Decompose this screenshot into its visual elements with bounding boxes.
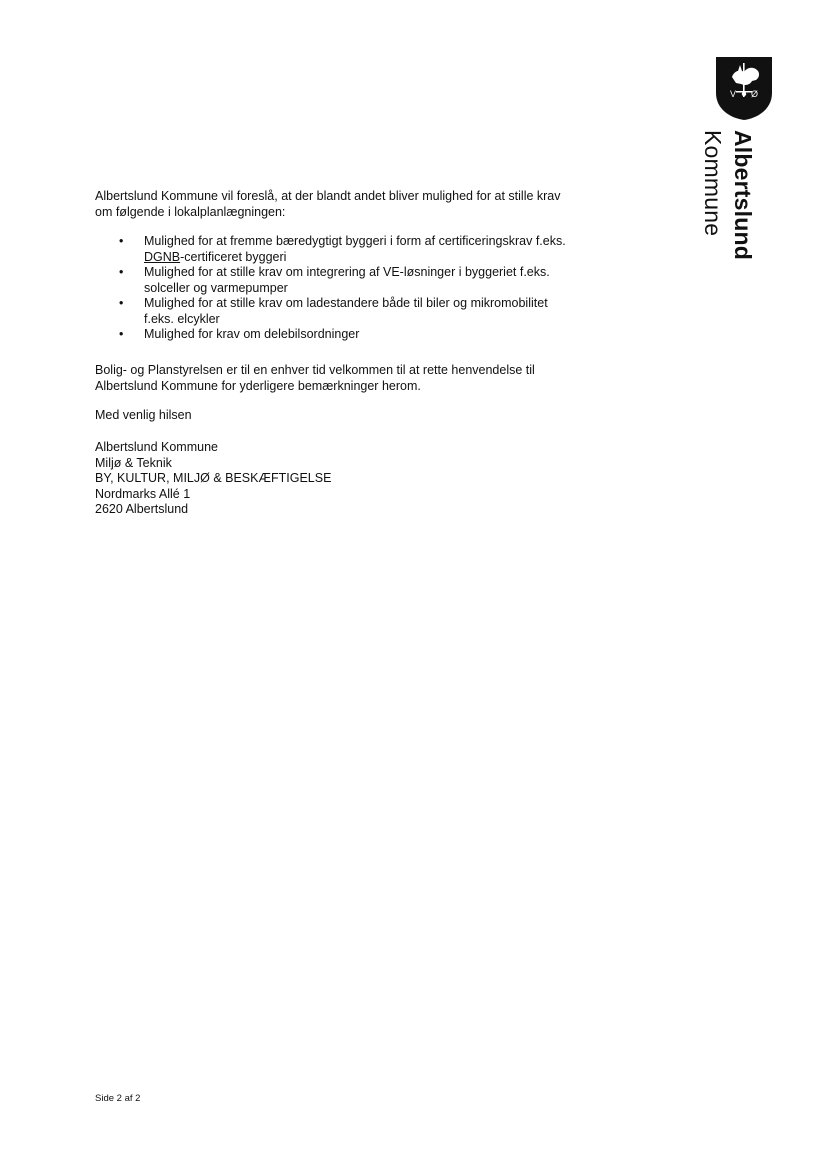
crest-shield-icon [714,55,774,121]
closing-paragraph: Bolig- og Planstyrelsen er til en enhver tid velkommen til at rette henvendelse til Albertslund Kommune for yderligere bemærkninger herom. [95,363,535,393]
bullet-icon: • [119,327,124,341]
greeting-line: Med venlig hilsen [95,408,192,422]
intro-paragraph: Albertslund Kommune vil foreslå, at der blandt andet bliver mulighed for at stille krav om følgende i lokalplanlægningen: [95,189,561,219]
list-item-text: Mulighed for at stille krav om ladestandere både til biler og mikromobilitet f.eks. elcykler [144,296,548,326]
crest-letter-right: Ø [751,89,759,99]
list-item [95,265,575,296]
signature-line: Nordmarks Allé 1 [95,486,191,501]
signature-line: Albertslund Kommune [95,440,218,454]
bullet-icon: • [119,265,124,279]
signature-line: Miljø & Teknik [95,455,172,470]
bullet-icon: • [119,234,124,248]
bullet-icon: • [119,296,124,310]
brand-name-bold: Albertslund [730,130,756,260]
page-number: Side 2 af 2 [95,1093,141,1104]
brand-wordmark [700,130,758,360]
list-item [95,296,575,327]
crest-letter-left: V [730,89,737,99]
list-item-text: Mulighed for at stille krav om integrering af VE-løsninger i byggeriet f.eks. solceller og varmepumper [144,265,550,295]
proposal-list [95,234,575,343]
list-item-text: Mulighed for at fremme bæredygtigt byggeri i form af certificeringskrav f.eks. [144,234,566,248]
brand-name-light: Kommune [700,130,726,237]
list-item [95,327,575,343]
municipality-crest-logo [714,55,774,121]
signature-line: 2620 Albertslund [95,502,189,516]
list-item-text: Mulighed for krav om delebilsordninger [144,327,360,341]
list-item [95,234,575,265]
dgnb-term: DGNB [144,249,181,264]
signature-line: BY, KULTUR, MILJØ & BESKÆFTIGELSE [95,471,332,485]
signature-block [95,440,575,518]
list-item-text-continued: -certificeret byggeri [180,249,287,264]
